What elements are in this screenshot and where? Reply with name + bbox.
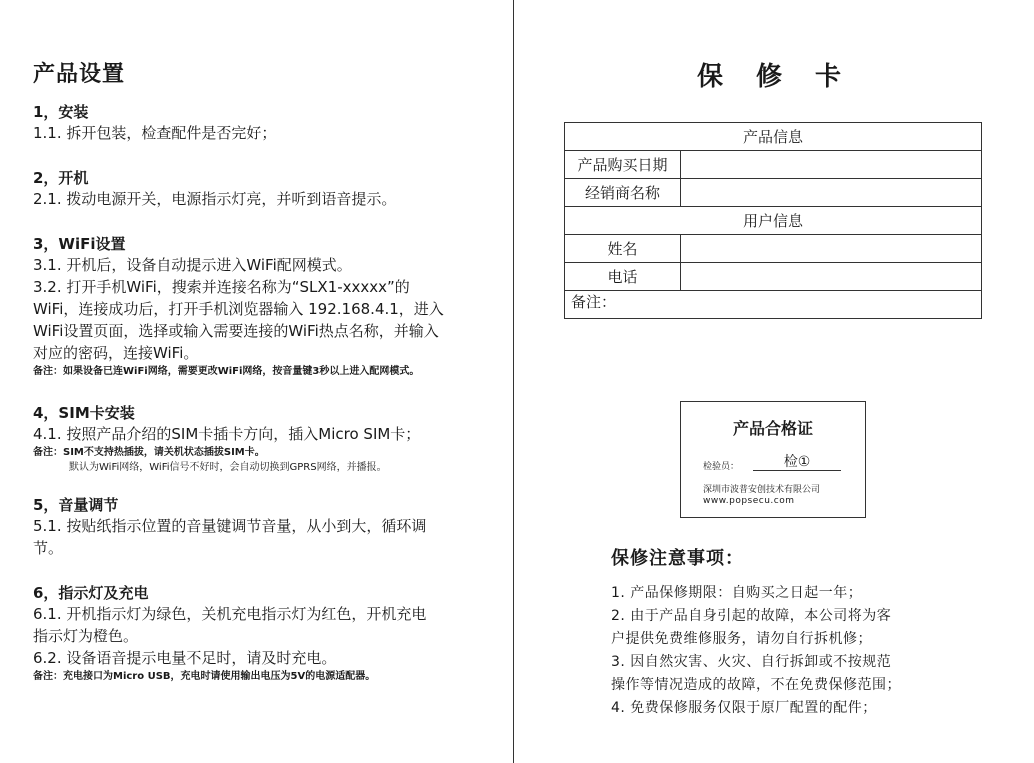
inspector-stamp: 检① — [753, 454, 841, 471]
section-wifi — [33, 234, 503, 379]
phone-label: 电话 — [565, 263, 681, 291]
purchase-date-field[interactable] — [681, 151, 982, 179]
section-power-on — [33, 168, 503, 210]
product-settings — [33, 57, 503, 684]
notice-line: 1. 产品保修期限：自购买之日起一年； — [611, 585, 863, 601]
dealer-name-field[interactable] — [681, 179, 982, 207]
section-line: 指示灯为橙色。 — [33, 627, 139, 645]
warranty-notice — [611, 544, 1021, 720]
section-note: 备注：充电接口为Micro USB，充电时请使用输出电压为5V的电源适配器。 — [33, 671, 376, 682]
dealer-name-label: 经销商名称 — [565, 179, 681, 207]
section-indicator-charging — [33, 583, 503, 684]
right-page — [516, 0, 1034, 763]
section-line: 3.1. 开机后，设备自动提示进入WiFi配网模式。 — [33, 256, 352, 274]
warranty-info-table — [564, 122, 982, 319]
notice-line: 操作等情况造成的故障，不在免费保修范围； — [611, 677, 901, 693]
section-note-secondary: 默认为WiFi网络，WiFi信号不好时，会自动切换到GPRS网络，并播报。 — [69, 462, 387, 473]
certificate-title: 产品合格证 — [732, 419, 813, 438]
inspector-label: 检验员： — [703, 462, 740, 472]
purchase-date-label: 产品购买日期 — [565, 151, 681, 179]
section-note: 备注：如果设备已连WiFi网络，需要更改WiFi网络，按音量键3秒以上进入配网模式。 — [33, 366, 420, 377]
section-line: 对应的密码，连接WiFi。 — [33, 344, 199, 362]
page-title: 产品设置 — [33, 62, 126, 87]
notice-line: 3. 因自然灾害、火灾、自行拆卸或不按规范 — [611, 654, 892, 670]
notice-line: 2. 由于产品自身引起的故障，本公司将为客 — [611, 608, 892, 624]
warranty-card-title: 保 修 卡 — [696, 62, 854, 92]
user-info-header: 用户信息 — [565, 207, 982, 235]
notice-title: 保修注意事项： — [611, 548, 744, 569]
section-line: 1.1. 拆开包装，检查配件是否完好； — [33, 124, 277, 142]
section-title: 1，安装 — [33, 103, 89, 121]
left-page — [0, 0, 514, 763]
company-name: 深圳市波普安创技术有限公司 — [703, 485, 821, 495]
section-line: WiFi，连接成功后，打开手机浏览器输入 192.168.4.1，进入 — [33, 300, 444, 318]
section-title: 3，WiFi设置 — [33, 235, 126, 253]
section-sim — [33, 403, 503, 475]
product-info-header: 产品信息 — [565, 123, 982, 151]
notice-line: 户提供免费维修服务，请勿自行拆机修； — [611, 631, 872, 647]
section-line: 节。 — [33, 539, 64, 557]
section-line: 4.1. 按照产品介绍的SIM卡插卡方向，插入Micro SIM卡； — [33, 425, 421, 443]
section-note: 备注：SIM不支持热插拔，请关机状态插拔SIM卡。 — [33, 447, 265, 458]
section-line: 3.2. 打开手机WiFi，搜索并连接名称为“SLX1-xxxxx”的 — [33, 278, 410, 296]
section-title: 4，SIM卡安装 — [33, 404, 135, 422]
remark-field[interactable] — [565, 291, 982, 319]
section-line: 2.1. 拨动电源开关，电源指示灯亮，并听到语音提示。 — [33, 190, 397, 208]
phone-field[interactable] — [681, 263, 982, 291]
section-line: 5.1. 按贴纸指示位置的音量键调节音量，从小到大，循环调 — [33, 517, 427, 535]
remark-label: 备注： — [571, 293, 617, 311]
section-line: 6.1. 开机指示灯为绿色，关机充电指示灯为红色，开机充电 — [33, 605, 427, 623]
section-title: 2，开机 — [33, 169, 89, 187]
notice-line: 4. 免费保修服务仅限于原厂配置的配件； — [611, 700, 877, 716]
company-website: www.popsecu.com — [703, 496, 795, 506]
section-install — [33, 102, 503, 144]
section-title: 6，指示灯及充电 — [33, 584, 149, 602]
name-label: 姓名 — [565, 235, 681, 263]
section-volume — [33, 495, 503, 559]
quality-certificate — [680, 401, 866, 518]
section-line: 6.2. 设备语音提示电量不足时，请及时充电。 — [33, 649, 337, 667]
section-line: WiFi设置页面，选择或输入需要连接的WiFi热点名称，并输入 — [33, 322, 439, 340]
section-title: 5，音量调节 — [33, 496, 119, 514]
name-field[interactable] — [681, 235, 982, 263]
